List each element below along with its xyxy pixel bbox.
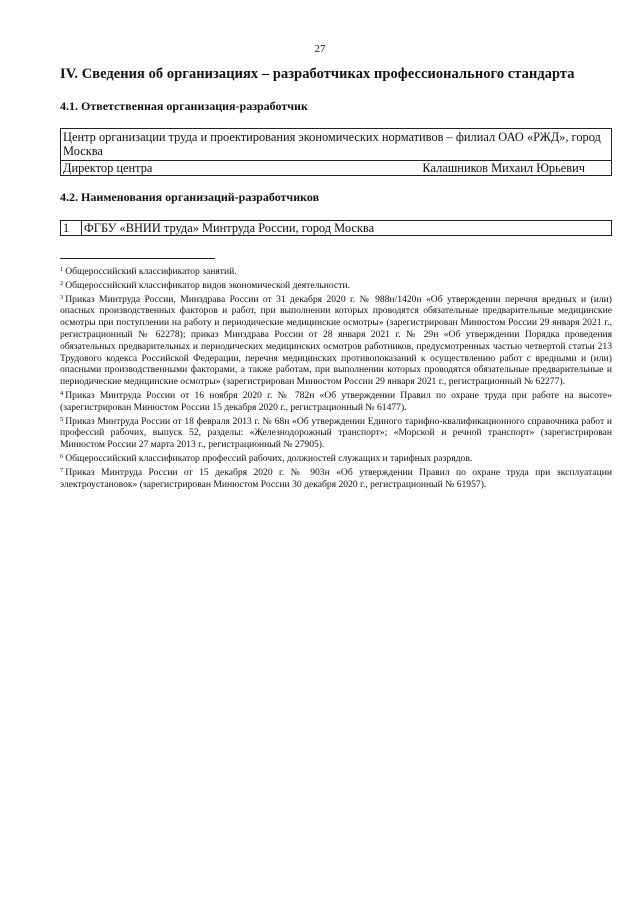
footnote <box>60 292 612 388</box>
responsible-org-signatory-row <box>61 161 612 176</box>
footnote-number: 7 <box>60 466 64 474</box>
footnote-separator <box>60 258 215 259</box>
responsible-org-name: Центр организации труда и проектирования экономических нормативов – филиал ОАО «РЖД», город Москва <box>61 129 612 161</box>
responsible-org-table <box>60 128 612 176</box>
footnote <box>60 264 612 278</box>
footnote-text: Приказ Минтруда России от 16 ноября 2020 г. № 782н «Об утверждении Правил по охране труда при работе на высоте» (зарегистрирован Минюстом России 15 декабря 2020 г., регистрационный № 61477). <box>60 389 612 413</box>
footnote-text: Приказ Минтруда России от 15 декабря 2020 г. № 903н «Об утверждении Правил по охране труда при эксплуатации электроустановок» (зарегистрирован Минюстом России 30 декабря 2020 г., регистрационный № 61957). <box>60 466 612 490</box>
developer-org-name: ФГБУ «ВНИИ труда» Минтруда России, город Москва <box>82 221 612 236</box>
table-row <box>61 221 612 236</box>
footnote-text: Общероссийский классификатор видов экономической деятельности. <box>65 279 350 291</box>
developer-orgs-table <box>60 220 612 236</box>
footnote-text: Приказ Минтруда России, Минздрава России от 31 декабря 2020 г. № 988н/1420н «Об утверждении перечня вредных и (или) опасных производственных факторов и работ, при выполнении которых проводятся обязательные предварительные медицинские осмотры при поступлении на работу и периодические медицинские осмотры» (зарегистрирован Минюстом России 29 января 2021 г., регистрационный № 62278); приказ Минздрава России от 28 января 2021 г. № 29н «Об утверждении Порядка проведения обязательных предварительных и периодических медицинских осмотров работников, предусмотренных частью четвертой статьи 213 Трудового кодекса Российской Федерации, перечня медицинских противопоказаний к осуществлению работ с вредными и (или) опасными производственными факторами, а также работам, при выполнении которых проводятся обязательные предварительные и периодические медицинские осмотры» (зарегистрирован Минюстом России 29 января 2021 г., регистрационный № 62277). <box>60 293 612 388</box>
footnote-number: 2 <box>60 279 64 287</box>
footnote-text: Общероссийский классификатор занятий. <box>65 266 237 277</box>
footnote-text: Общероссийский классификатор профессий рабочих, должностей служащих и тарифных разрядов. <box>65 452 473 464</box>
signatory-position: Директор центра <box>63 161 153 175</box>
footnote-text: Приказ Минтруда России от 18 февраля 2013 г. № 68н «Об утверждении Единого тарифно-квалификационного справочника работ и профессий рабочих, выпуск 52, разделы: «Железнодорожный транспорт»; «Морской и речной транспорт» (зарегистрирован Минюстом России 27 марта 2013 г., регистрационный № 27905). <box>60 415 612 451</box>
footnote <box>60 451 612 465</box>
footnote-number: 6 <box>60 452 64 460</box>
footnote <box>60 414 612 451</box>
footnote-number: 4 <box>60 389 64 397</box>
footnotes <box>60 264 612 490</box>
footnote-number: 5 <box>60 415 64 423</box>
footnote <box>60 278 612 292</box>
footnote <box>60 465 612 491</box>
page-number: 27 <box>314 43 326 55</box>
responsible-org-heading: 4.1. Ответственная организация-разработчик <box>60 99 308 113</box>
footnote-number: 1 <box>60 266 64 273</box>
signatory-name: Калашников Михаил Юрьевич <box>422 161 585 175</box>
section-title: IV. Сведения об организациях – разработчиках профессионального стандарта <box>60 66 575 82</box>
developer-org-number: 1 <box>61 221 82 236</box>
footnote <box>60 388 612 414</box>
developer-orgs-heading: 4.2. Наименования организаций-разработчиков <box>60 190 320 204</box>
footnote-number: 3 <box>60 293 64 301</box>
